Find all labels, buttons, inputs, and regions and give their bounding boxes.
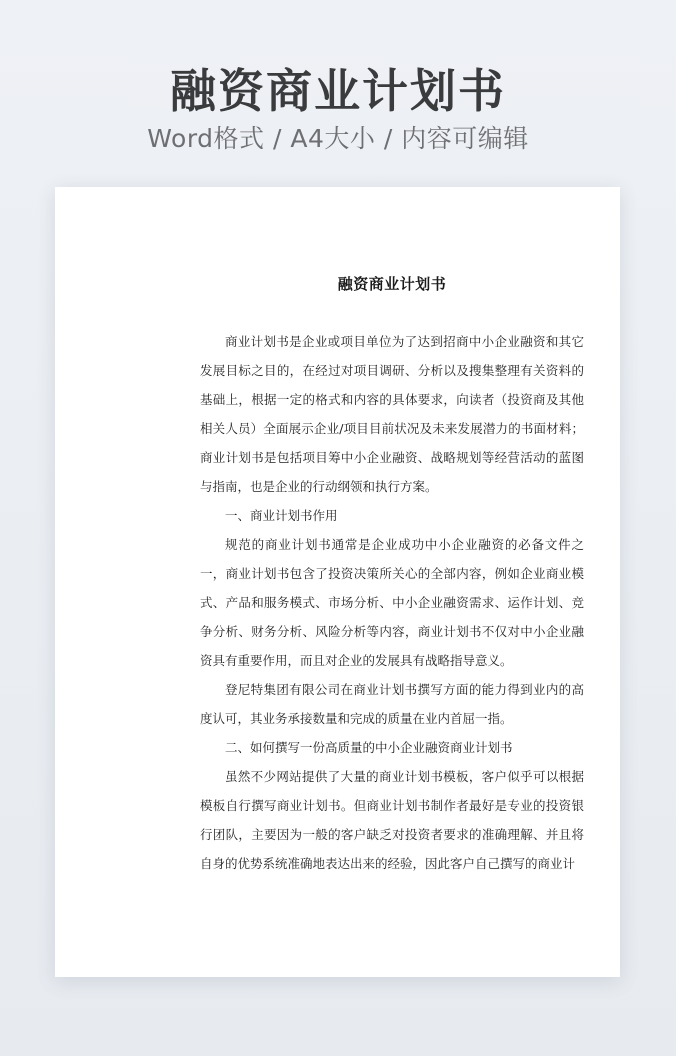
banner-title: 融资商业计划书 [170, 64, 506, 118]
section-heading-1: 一、商业计划书作用 [225, 508, 338, 523]
document-body [200, 327, 584, 878]
banner-header [0, 60, 676, 156]
document-page [55, 187, 620, 977]
paragraph-company: 登尼特集团有限公司在商业计划书撰写方面的能力得到业内的高度认可，其业务承接数量和完成的质量在业内首屈一指。 [200, 682, 584, 726]
paragraph-intro: 商业计划书是企业或项目单位为了达到招商中小企业融资和其它发展目标之目的，在经过对项目调研、分析以及搜集整理有关资料的基础上，根据一定的格式和内容的具体要求，向读者（投资商及其他相关人员）全面展示企业/项目目前状况及未来发展潜力的书面材料；商业计划书是包括项目筹中小企业融资、战略规划等经营活动的蓝图与指南，也是企业的行动纲领和执行方案。 [200, 334, 584, 494]
banner-subtitle: Word格式 / A4大小 / 内容可编辑 [147, 124, 529, 153]
document-title: 融资商业计划书 [337, 275, 447, 293]
paragraph-role: 规范的商业计划书通常是企业成功中小企业融资的必备文件之一，商业计划书包含了投资决策所关心的全部内容，例如企业商业模式、产品和服务模式、市场分析、中小企业融资需求、运作计划、竞争分析、财务分析、风险分析等内容，商业计划书不仅对中小企业融资具有重要作用，而且对企业的发展具有战略指导意义。 [200, 537, 584, 668]
paragraph-howto: 虽然不少网站提供了大量的商业计划书模板，客户似乎可以根据模板自行撰写商业计划书。但商业计划书制作者最好是专业的投资银行团队，主要因为一般的客户缺乏对投资者要求的准确理解、并且将自身的优势系统准确地表达出来的经验，因此客户自己撰写的商业计 [200, 769, 584, 871]
section-heading-2: 二、如何撰写一份高质量的中小企业融资商业计划书 [225, 740, 513, 755]
document-content [200, 273, 584, 878]
